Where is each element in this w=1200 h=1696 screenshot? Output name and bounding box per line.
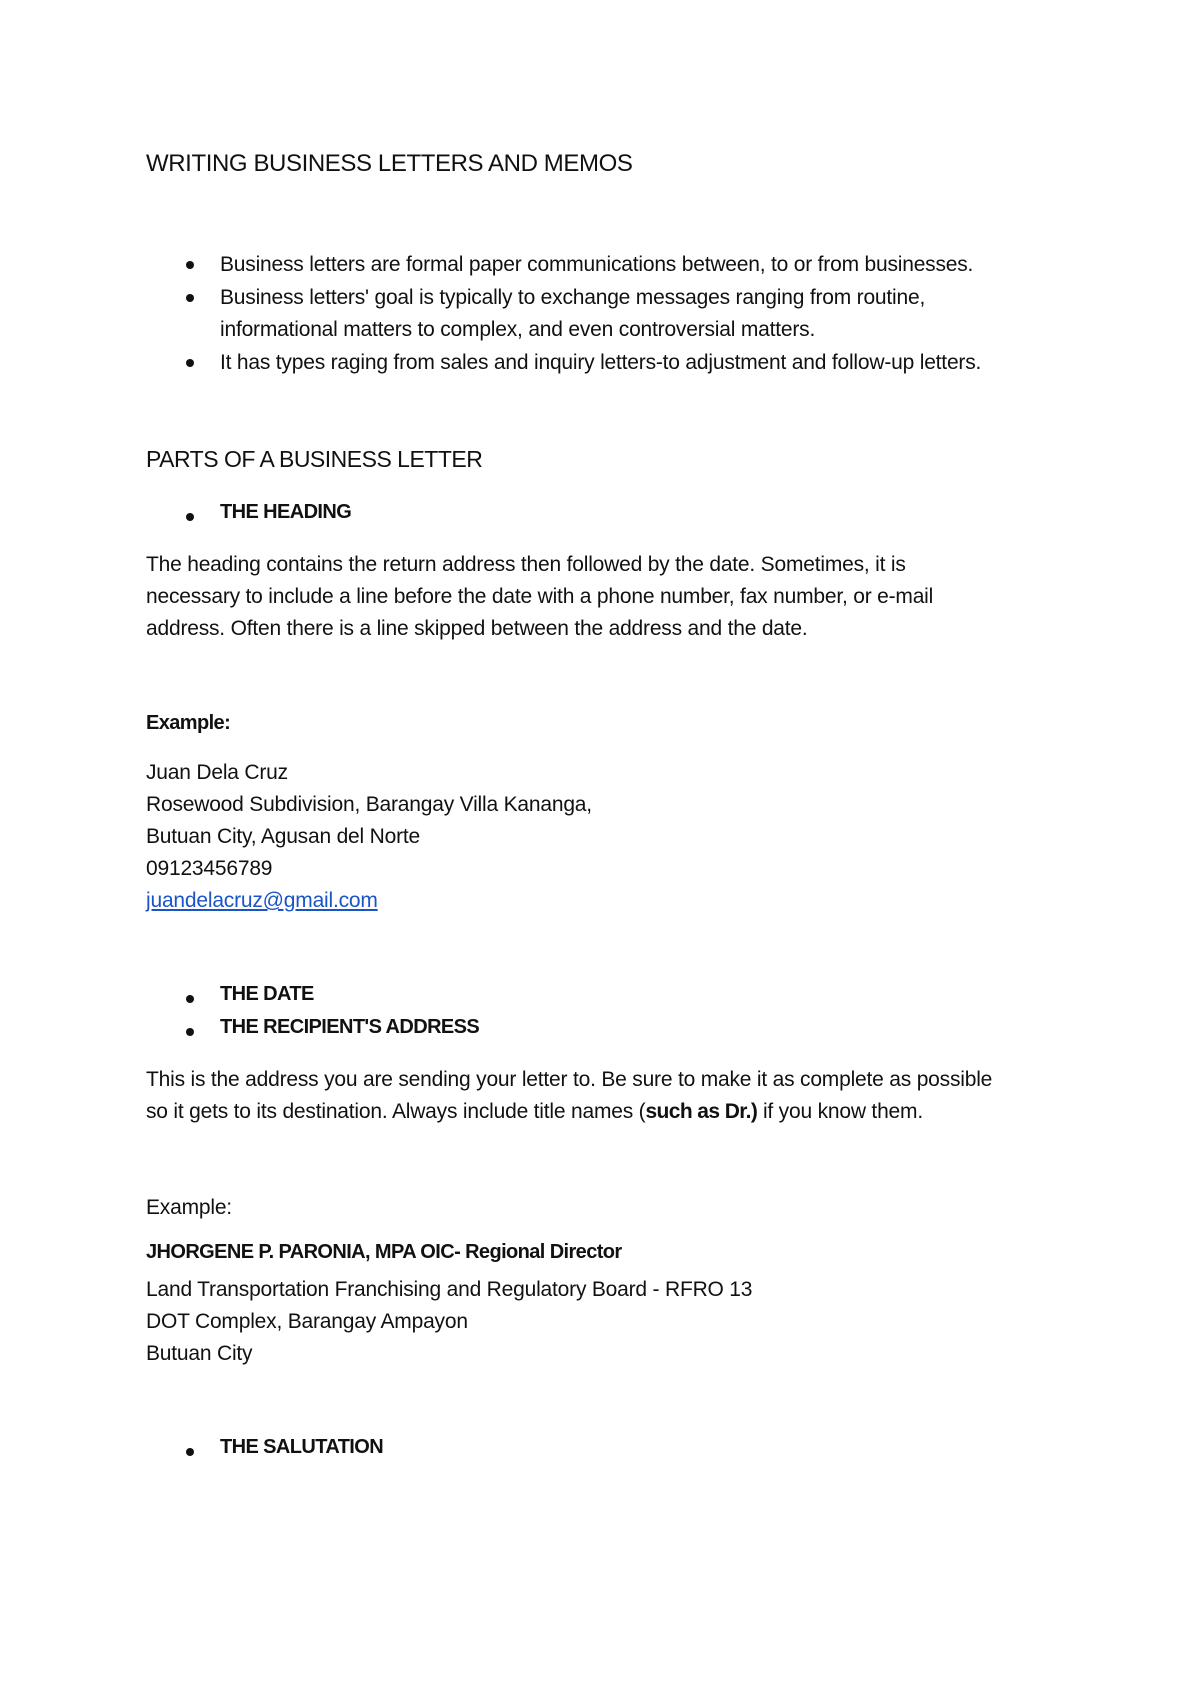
bullet-icon <box>186 1028 194 1036</box>
recipient-organization: Land Transportation Franchising and Regulatory Board - RFRO 13 <box>146 1278 753 1301</box>
sender-email-link[interactable]: juandelacruz@gmail.com <box>146 889 378 912</box>
salutation-section-label: THE SALUTATION <box>220 1436 384 1458</box>
date-section-label: THE DATE <box>220 983 314 1005</box>
document-title: WRITING BUSINESS LETTERS AND MEMOS <box>146 150 633 177</box>
bullet-icon <box>186 294 194 302</box>
parts-heading: PARTS OF A BUSINESS LETTER <box>146 446 483 472</box>
intro-bullet-2: Business letters' goal is typically to exchange messages ranging from routine, <box>220 286 926 309</box>
recipient-line-2-end: if you know them. <box>757 1100 923 1123</box>
recipient-name: JHORGENE P. PARONIA, MPA OIC- Regional Director <box>146 1241 622 1263</box>
sender-phone: 09123456789 <box>146 857 273 880</box>
intro-bullet-1: Business letters are formal paper communications between, to or from businesses. <box>220 253 974 276</box>
intro-bullet-2-continued: informational matters to complex, and even controversial matters. <box>220 318 816 341</box>
sender-name: Juan Dela Cruz <box>146 761 288 784</box>
heading-paragraph-line-3: address. Often there is a line skipped between the address and the date. <box>146 617 808 640</box>
recipient-line-2-text: so it gets to its destination. Always include title names ( <box>146 1100 646 1123</box>
bullet-icon <box>186 359 194 367</box>
bullet-icon <box>186 513 194 521</box>
heading-section-label: THE HEADING <box>220 501 352 523</box>
bullet-icon <box>186 261 194 269</box>
recipient-title-example: such as Dr.) <box>645 1100 758 1123</box>
intro-bullet-3: It has types raging from sales and inquiry letters-to adjustment and follow-up letters. <box>220 351 982 374</box>
recipient-address: DOT Complex, Barangay Ampayon <box>146 1310 468 1333</box>
heading-paragraph-line-1: The heading contains the return address then followed by the date. Sometimes, it is <box>146 553 906 576</box>
bullet-icon <box>186 1448 194 1456</box>
heading-paragraph-line-2: necessary to include a line before the date with a phone number, fax number, or e-mail <box>146 585 934 608</box>
recipient-paragraph-line-2 <box>146 1096 923 1128</box>
recipient-example-label: Example: <box>146 1196 232 1219</box>
sender-address-line-1: Rosewood Subdivision, Barangay Villa Kananga, <box>146 793 592 816</box>
recipient-city: Butuan City <box>146 1342 253 1365</box>
sender-address-line-2: Butuan City, Agusan del Norte <box>146 825 420 848</box>
recipient-section-label: THE RECIPIENT'S ADDRESS <box>220 1016 480 1038</box>
recipient-paragraph-line-1: This is the address you are sending your letter to. Be sure to make it as complete as possible <box>146 1068 993 1091</box>
bullet-icon <box>186 995 194 1003</box>
heading-example-label: Example: <box>146 712 231 734</box>
